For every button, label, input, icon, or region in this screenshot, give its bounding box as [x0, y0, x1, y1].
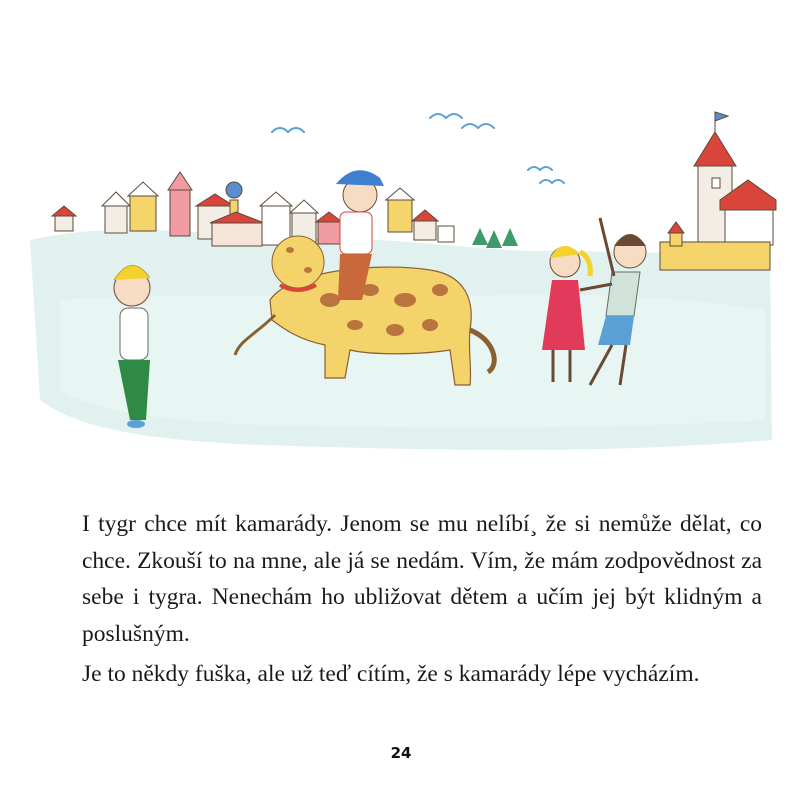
trees — [472, 228, 518, 248]
castle — [660, 112, 776, 270]
birds — [272, 114, 564, 183]
story-paragraph-2: Je to někdy fuška, ale už teď cítím, že s kamarády lépe vycházím. — [82, 661, 700, 687]
page-number: 24 — [390, 744, 412, 762]
story-paragraph-1: I tygr chce mít kamarády. Jenom se mu nelíbí¸ že si nemůže dělat, co chce. Zkouší to na mne, ale já se nedám. Vím, že mám zodpovědnost za sebe i tygra. Nenechám ho ubližovat dětem a učím jej být klidným a poslušným. — [82, 511, 762, 647]
